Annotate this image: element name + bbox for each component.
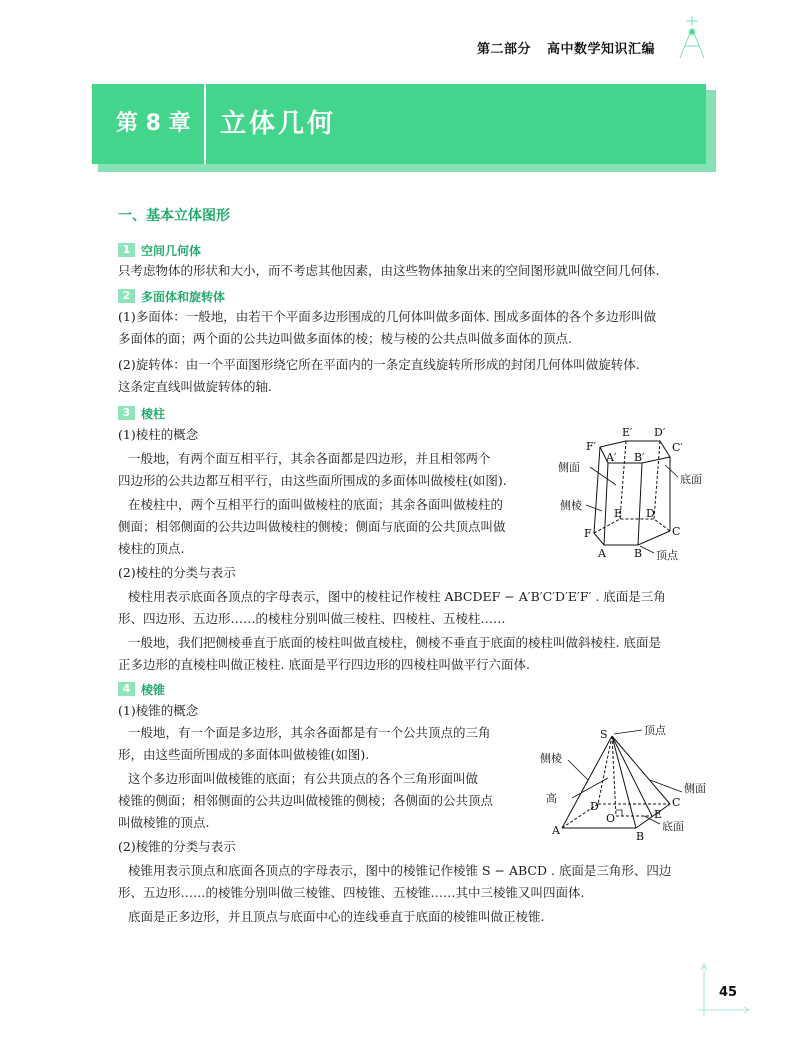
subsection-title: 空间几何体	[141, 243, 202, 258]
paragraph: 一般地，有两个面互相平行，其余各面都是四边形，并且相邻两个	[128, 451, 491, 466]
fig-label: O	[606, 812, 616, 825]
fig-label: D	[646, 507, 655, 520]
paragraph: 形，由这些面所围成的多面体叫做棱锥(如图).	[118, 747, 370, 762]
pyramid-figure	[540, 720, 720, 845]
fig-label: E′	[622, 426, 633, 439]
banner-divider	[204, 84, 206, 164]
paragraph: 一般地，有一个面是多边形，其余各面都是有一个公共顶点的三角	[128, 725, 491, 740]
fig-label: B	[636, 830, 645, 843]
subsection-number: 4	[118, 682, 135, 696]
subsection-title: 棱柱	[141, 406, 166, 421]
fig-label: A	[552, 824, 560, 837]
paragraph: 在棱柱中，两个互相平行的面叫做棱柱的底面；其余各面叫做棱柱的	[128, 497, 504, 512]
fig-label: 顶点	[644, 724, 666, 737]
subsection-heading-1	[118, 241, 201, 259]
fig-label: B′	[634, 451, 645, 464]
paragraph: (1)棱锥的概念	[118, 703, 199, 718]
chapter-number: 第 8 章	[116, 111, 191, 136]
subsection-title: 多面体和旋转体	[141, 289, 226, 304]
subsection-heading-4	[118, 680, 165, 698]
paragraph: 形、四边形、五边形……的棱柱分别叫做三棱柱、四棱柱、五棱柱……	[118, 611, 506, 626]
subsection-number: 2	[118, 289, 135, 303]
section-title: 一、基本立体图形	[118, 208, 230, 224]
chapter-banner	[92, 84, 706, 164]
paragraph: 只考虑物体的形状和大小，而不考虑其他因素，由这些物体抽象出来的空间图形就叫做空间几何体.	[118, 263, 660, 278]
fig-label: 底面	[680, 473, 702, 486]
paragraph: 多面体的面；两个面的公共边叫做多面体的棱；棱与棱的公共点叫做多面体的顶点.	[118, 331, 572, 346]
fig-label: C	[672, 525, 681, 538]
paragraph: 四边形的公共边都互相平行，由这些面所围成的多面体叫做棱柱(如图).	[118, 473, 507, 488]
paragraph: 形、五边形……的棱锥分别叫做三棱锥、四棱锥、五棱锥……其中三棱锥又叫四面体.	[118, 885, 585, 900]
fig-label: B	[634, 547, 643, 560]
paragraph: (2)棱柱的分类与表示	[118, 565, 236, 580]
paragraph: 叫做棱锥的顶点.	[118, 815, 210, 830]
fig-label: A′	[606, 451, 617, 464]
prism-figure	[550, 425, 725, 565]
fig-label: 高	[546, 792, 557, 805]
fig-label: C′	[672, 441, 683, 454]
fig-label: 侧面	[558, 461, 580, 474]
compass-deco-icon	[672, 14, 712, 62]
paragraph: 棱锥用表示顶点和底面各顶点的字母表示，图中的棱锥记作棱锥 S − ABCD . 底面是三角形、四边	[128, 863, 672, 878]
paragraph: (2)棱锥的分类与表示	[118, 839, 236, 854]
fig-label: 侧面	[684, 782, 706, 795]
paragraph: 棱柱用表示底面各顶点的字母表示，图中的棱柱记作棱柱 ABCDEF − A′B′C′D′E′F′ . 底面是三角	[128, 589, 666, 604]
subsection-heading-2	[118, 287, 225, 305]
header-part: 第二部分	[476, 42, 531, 57]
chapter-title: 立体几何	[220, 109, 337, 139]
fig-label: A	[598, 547, 606, 560]
fig-label: D′	[654, 426, 666, 439]
paragraph: 棱柱的顶点.	[118, 541, 185, 556]
fig-label: 底面	[662, 820, 684, 833]
fig-label: E	[614, 507, 623, 520]
paragraph: 这个多边形面叫做棱锥的底面；有公共顶点的各个三角形面叫做	[128, 771, 479, 786]
paragraph: 底面是正多边形，并且顶点与底面中心的连线垂直于底面的棱锥叫做正棱锥.	[128, 909, 545, 924]
paragraph: 侧面；相邻侧面的公共边叫做棱柱的侧棱；侧面与底面的公共顶点叫做	[118, 519, 506, 534]
fig-label: F′	[586, 440, 597, 453]
fig-label: E	[654, 808, 663, 821]
fig-label: F	[584, 527, 592, 540]
paragraph: 棱锥的侧面；相邻侧面的公共边叫做棱锥的侧棱；各侧面的公共顶点	[118, 793, 494, 808]
paragraph: (2)旋转体：由一个平面图形绕它所在平面内的一条定直线旋转所形成的封闭几何体叫做旋转体.	[118, 357, 640, 372]
fig-label: 顶点	[656, 549, 678, 562]
fig-label: 侧棱	[540, 752, 562, 765]
fig-label: D	[590, 800, 599, 813]
subsection-number: 1	[118, 243, 135, 257]
running-header	[477, 38, 655, 57]
fig-label: 侧棱	[560, 499, 582, 512]
paragraph: 这条定直线叫做旋转体的轴.	[118, 379, 272, 394]
subsection-title: 棱锥	[141, 682, 166, 697]
fig-label: S	[600, 728, 608, 741]
paragraph: (1)棱柱的概念	[118, 427, 199, 442]
header-book-title: 高中数学知识汇编	[546, 42, 655, 57]
subsection-number: 3	[118, 406, 135, 420]
subsection-heading-3	[118, 404, 165, 422]
fig-label: C	[672, 796, 681, 809]
paragraph: 一般地，我们把侧棱垂直于底面的棱柱叫做直棱柱，侧棱不垂直于底面的棱柱叫做斜棱柱. 底面是	[128, 635, 661, 650]
paragraph: (1)多面体：一般地，由若干个平面多边形围成的几何体叫做多面体. 围成多面体的各个多边形叫做	[118, 309, 657, 324]
paragraph: 正多边形的直棱柱叫做正棱柱. 底面是平行四边形的四棱柱叫做平行六面体.	[118, 657, 530, 672]
page-number: 45	[719, 985, 738, 1000]
